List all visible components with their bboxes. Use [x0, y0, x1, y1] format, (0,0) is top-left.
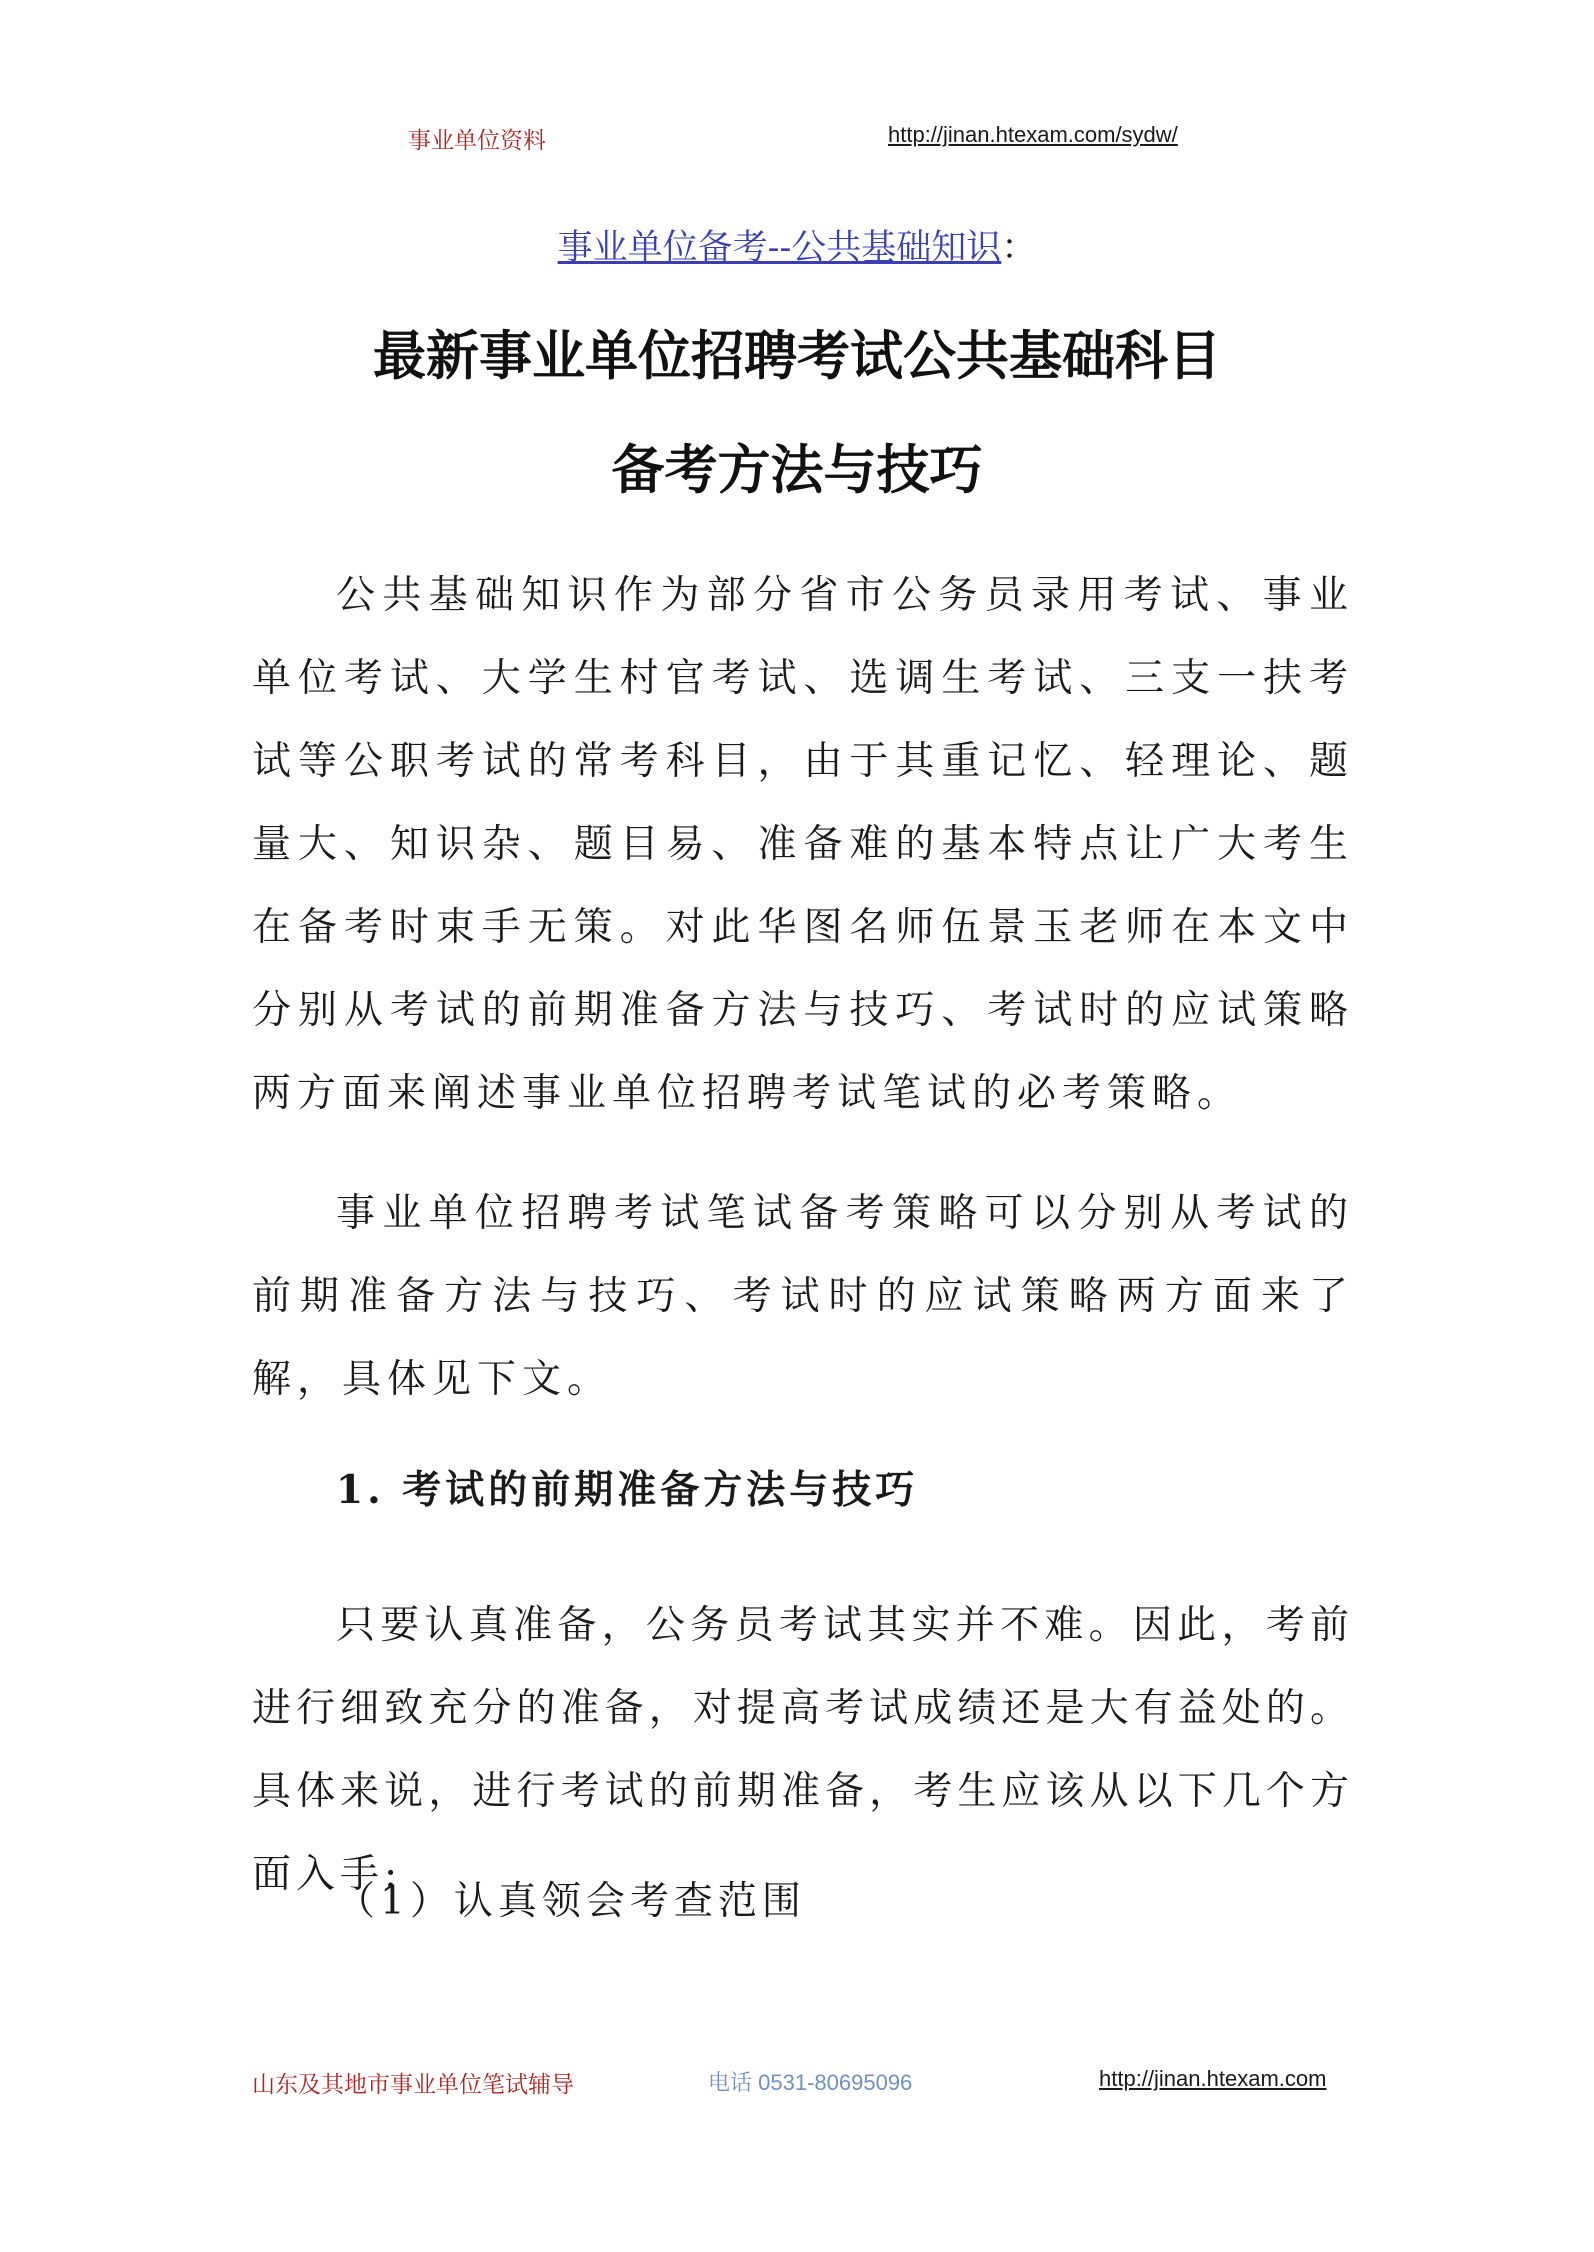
footer-phone-label: 电话: [708, 2071, 753, 2096]
document-title-line-1: 最新事业单位招聘考试公共基础科目: [373, 326, 1221, 387]
header-site-link[interactable]: http://jinan.htexam.com/sydw/: [888, 122, 1178, 147]
preparation-paragraph: 只要认真准备，公务员考试其实并不难。因此，考前进行细致充分的准备，对提高考试成绩还是大有益处的。具体来说，进行考试的前期准备，考生应该从以下几个方面入手:: [252, 1603, 1354, 1897]
document-title-line-2: 备考方法与技巧: [611, 440, 983, 501]
section-heading-1: 1. 考试的前期准备方法与技巧: [336, 1467, 919, 1513]
category-line: [0, 224, 1594, 272]
footer-phone: [708, 2066, 912, 2097]
intro-paragraph: 公共基础知识作为部分省市公务员录用考试、事业单位考试、大学生村官考试、选调生考试、三支一扶考试等公职考试的常考科目，由于其重记忆、轻理论、题量大、知识杂、题目易、准备难的基本特点让广大考生在备考时束手无策。对此华图名师伍景玉老师在本文中分别从考试的前期准备方法与技巧、考试时的应试策略两方面来阐述事业单位招聘考试笔试的必考策略。: [252, 573, 1354, 1116]
strategy-paragraph: 事业单位招聘考试笔试备考策略可以分别从考试的前期准备方法与技巧、考试时的应试策略两方面来了解，具体见下文。: [252, 1191, 1354, 1402]
category-colon: ：: [1001, 228, 1037, 268]
header-source-label: 事业单位资料: [408, 128, 546, 154]
footer-phone-number: 0531-80695096: [758, 2070, 913, 2095]
subsection-heading-1: （1）认真领会考查范围: [336, 1879, 806, 1924]
category-link[interactable]: 事业单位备考--公共基础知识: [557, 228, 1002, 268]
footer-tutoring-label: 山东及其地市事业单位笔试辅导: [252, 2072, 574, 2098]
footer-site-link[interactable]: http://jinan.htexam.com: [1099, 2066, 1327, 2091]
